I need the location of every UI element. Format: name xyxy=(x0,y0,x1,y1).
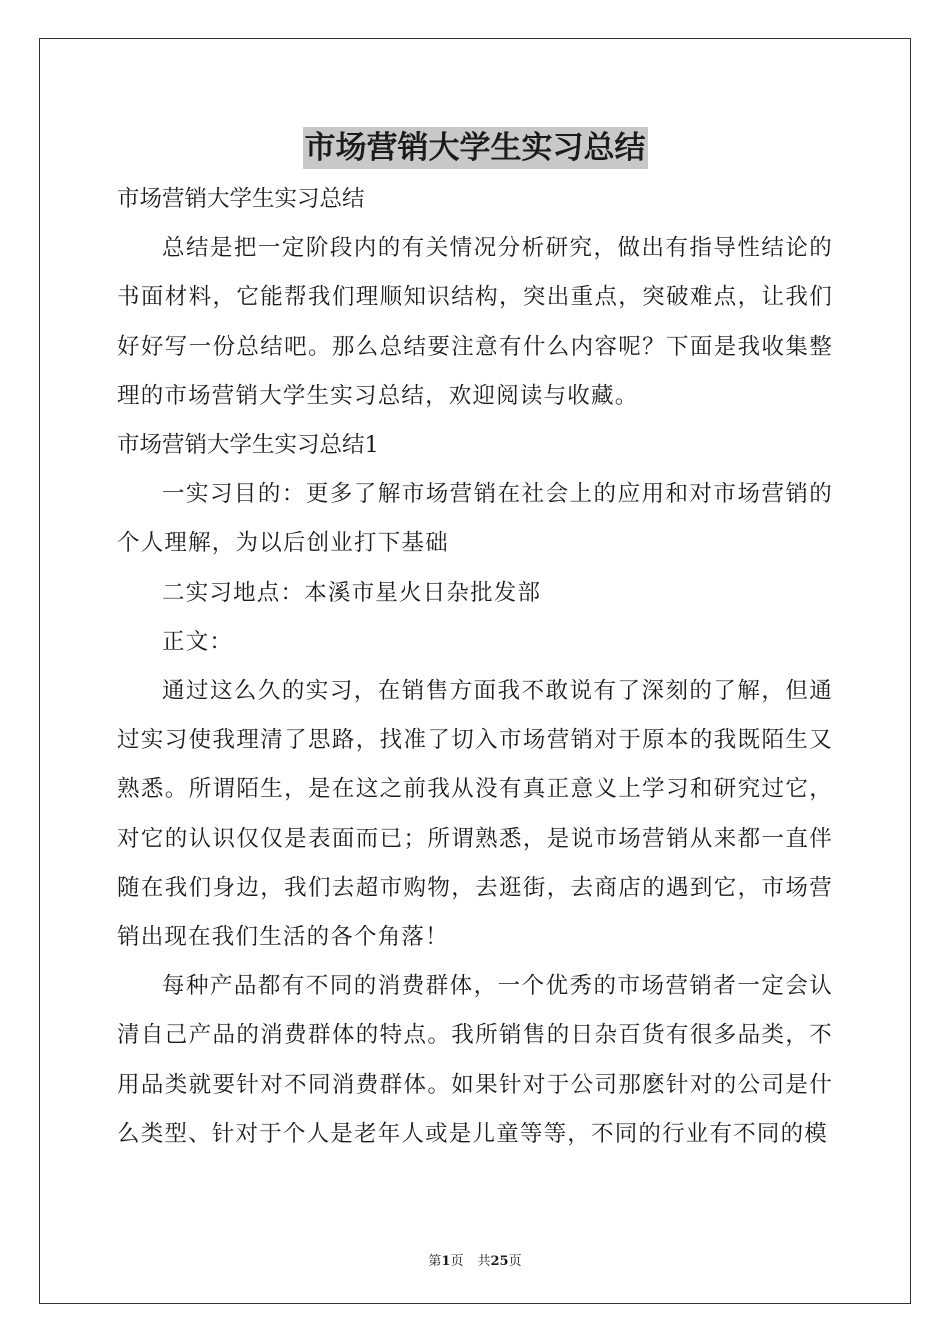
page-suffix: 页 xyxy=(450,1254,464,1269)
document-body xyxy=(117,175,833,1159)
document-title: 市场营销大学生实习总结 xyxy=(303,127,648,169)
section-heading: 市场营销大学生实习总结1 xyxy=(117,432,379,459)
total-suffix: 页 xyxy=(508,1254,522,1269)
body-label: 正文： xyxy=(162,628,234,655)
purpose-paragraph: 一实习目的：更多了解市场营销在社会上的应用和对市场营销的个人理解，为以后创业打下基础 xyxy=(117,481,833,557)
body-paragraph-1: 通过这么久的实习，在销售方面我不敢说有了深刻的了解，但通过实习使我理清了思路，找准了切入市场营销对于原本的我既陌生又熟悉。所谓陌生，是在这之前我从没有真正意义上学习和研究过它，对它的认识仅仅是表面而已；所谓熟悉，是说市场营销从来都一直伴随在我们身边，我们去超市购物，去逛街，去商店的遇到它，市场营销出现在我们生活的各个角落！ xyxy=(117,678,833,951)
document-subtitle: 市场营销大学生实习总结 xyxy=(117,186,365,212)
intro-paragraph: 总结是把一定阶段内的有关情况分析研究，做出有指导性结论的书面材料，它能帮我们理顺知识结构，突出重点，突破难点，让我们好好写一份总结吧。那么总结要注意有什么内容呢？下面是我收集整理的市场营销大学生实习总结，欢迎阅读与收藏。 xyxy=(117,235,833,409)
location-paragraph: 二实习地点：本溪市星火日杂批发部 xyxy=(162,579,542,606)
total-prefix: 共 xyxy=(477,1254,491,1269)
body-paragraph-2: 每种产品都有不同的消费群体，一个优秀的市场营销者一定会认清自己产品的消费群体的特点。我所销售的日杂百货有很多品类，不用品类就要针对不同消费群体。如果针对于公司那麽针对的公司是什么类型、针对于个人是老年人或是儿童等等，不同的行业有不同的模 xyxy=(117,973,833,1147)
page-footer xyxy=(0,1250,950,1269)
title-container xyxy=(0,127,950,169)
page-number: 1 xyxy=(441,1254,451,1269)
page-prefix: 第 xyxy=(428,1254,442,1269)
total-pages: 25 xyxy=(490,1254,509,1269)
